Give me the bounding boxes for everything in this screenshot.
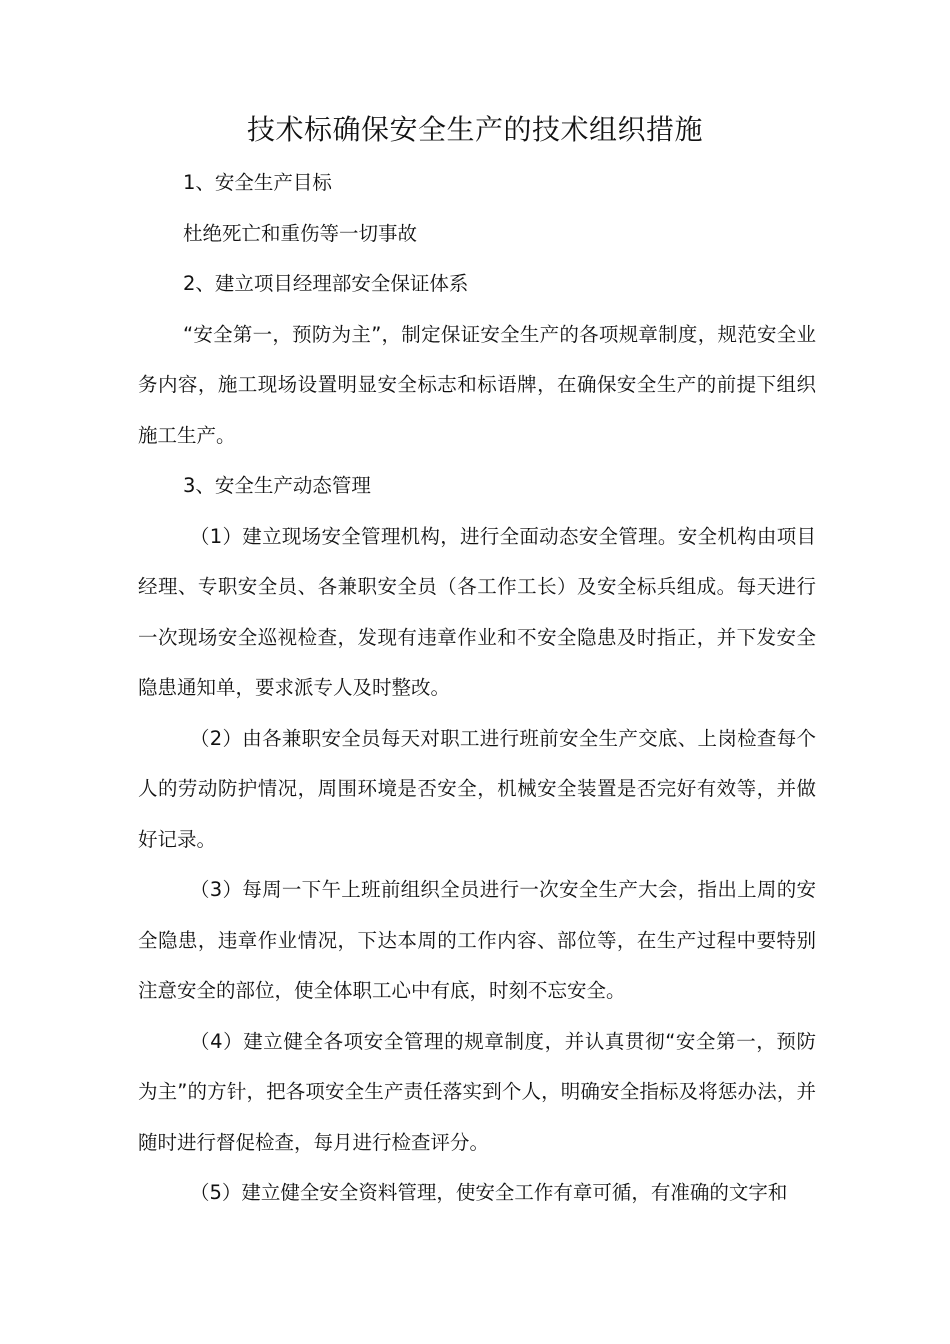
section-heading-3: 3、安全生产动态管理 bbox=[183, 474, 371, 497]
paragraph-item-3: （3）每周一下午上班前组织全员进行一次安全生产大会，指出上周的安全隐患，违章作业情况，下达本周的工作内容、部位等，在生产过程中要特别注意安全的部位，使全体职工心中有底，时刻不忘安全。 bbox=[138, 878, 816, 1002]
paragraph-goal: 杜绝死亡和重伤等一切事故 bbox=[183, 221, 418, 245]
document-title: 技术标确保安全生产的技术组织措施 bbox=[246, 113, 703, 146]
paragraph-item-5: （5）建立健全安全资料管理，使安全工作有章可循，有准确的文字和 bbox=[190, 1181, 788, 1204]
document-body bbox=[138, 158, 816, 1219]
paragraph-item-4: （4）建立健全各项安全管理的规章制度，并认真贯彻“安全第一，预防为主”的方针，把各项安全生产责任落实到个人，明确安全指标及将惩办法，并随时进行督促检查，每月进行检查评分。 bbox=[138, 1029, 816, 1154]
section-heading-2: 2、建立项目经理部安全保证体系 bbox=[183, 272, 469, 295]
paragraph-safety-system: “安全第一，预防为主”，制定保证安全生产的各项规章制度，规范安全业务内容，施工现场设置明显安全标志和标语牌，在确保安全生产的前提下组织施工生产。 bbox=[138, 322, 816, 447]
section-heading-1: 1、安全生产目标 bbox=[183, 171, 332, 194]
paragraph-item-2: （2）由各兼职安全员每天对职工进行班前安全生产交底、上岗检查每个人的劳动防护情况，周围环境是否安全，机械安全装置是否完好有效等，并做好记录。 bbox=[138, 726, 816, 851]
paragraph-item-1: （1）建立现场安全管理机构，进行全面动态安全管理。安全机构由项目经理、专职安全员、各兼职安全员（各工作工长）及安全标兵组成。每天进行一次现场安全巡视检查，发现有违章作业和不安全隐患及时指正，并下发安全隐患通知单，要求派专人及时整改。 bbox=[138, 524, 816, 699]
